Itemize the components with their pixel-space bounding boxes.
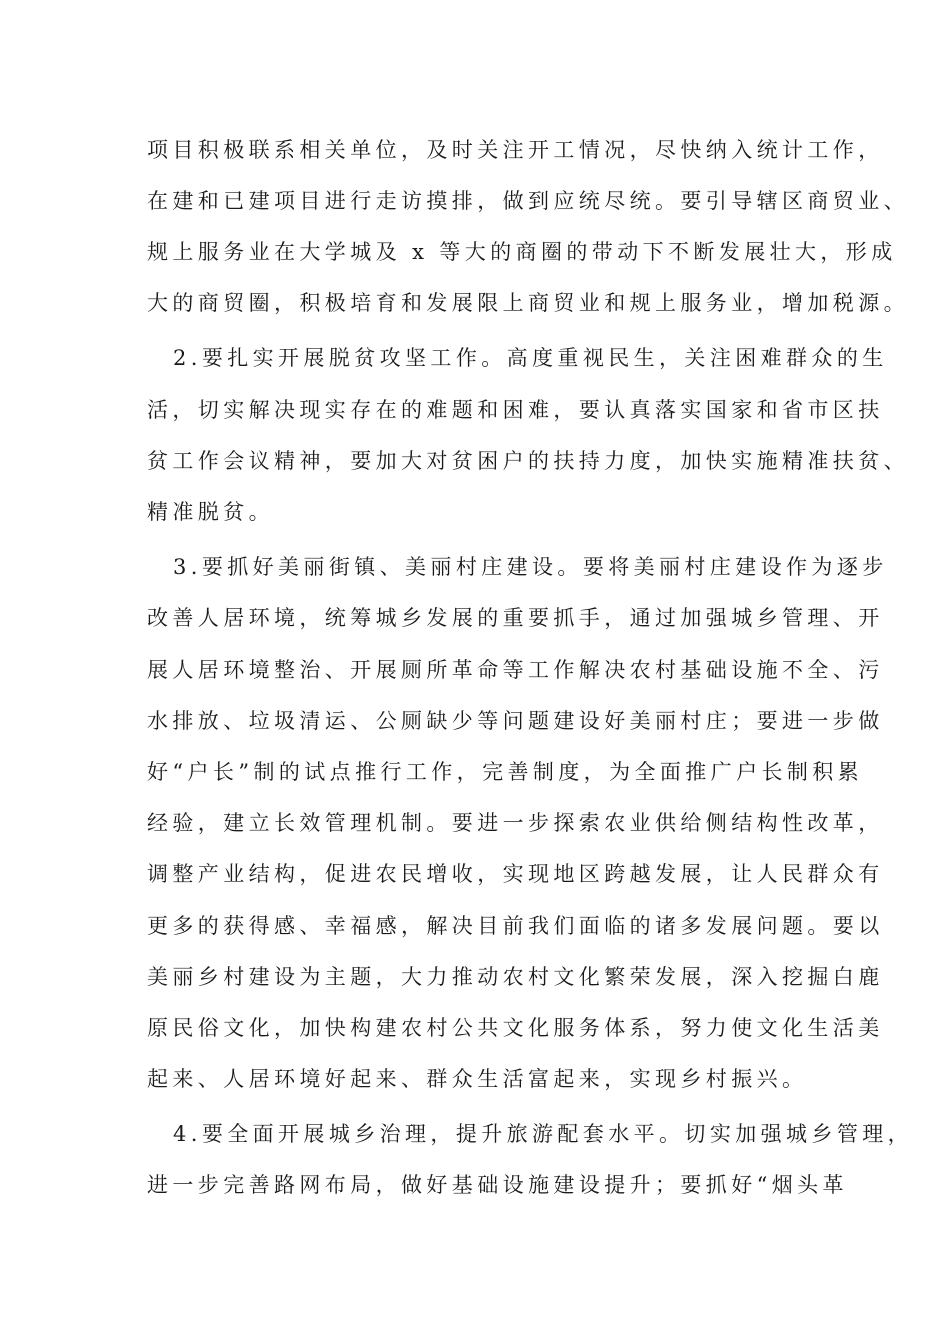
text-line: 精准脱贫。: [147, 500, 274, 524]
text-line: 好“户长”制的试点推行工作，完善制度，为全面推广户长制积累: [147, 760, 864, 784]
text-line: 更多的获得感、幸福感，解决目前我们面临的诸多发展问题。要以: [147, 914, 884, 938]
text-line: 改善人居环境，统筹城乡发展的重要抓手，通过加强城乡管理、开: [147, 606, 884, 630]
text-line: 进一步完善路网布局，做好基础设施建设提升；要抓好“烟头革: [147, 1173, 848, 1197]
text-line: 规上服务业在大学城及 x 等大的商圈的带动下不断发展壮大，形成: [147, 240, 897, 264]
text-line: 经验，建立长效管理机制。要进一步探索农业供给侧结构性改革，: [147, 811, 884, 835]
paragraph-first-line: 3.要抓好美丽街镇、美丽村庄建设。要将美丽村庄建设作为逐步: [173, 555, 888, 579]
text-line: 活，切实解决现实存在的难题和困难，要认真落实国家和省市区扶: [147, 398, 884, 422]
text-line: 起来、人居环境好起来、群众生活富起来，实现乡村振兴。: [147, 1067, 808, 1091]
text-line: 在建和已建项目进行走访摸排，做到应统尽统。要引导辖区商贸业、: [147, 189, 909, 213]
text-line: 贫工作会议精神，要加大对贫困户的扶持力度，加快实施精准扶贫、: [147, 449, 909, 473]
paragraph-first-line: 2.要扎实开展脱贫攻坚工作。高度重视民生，关注困难群众的生: [173, 346, 888, 370]
paragraph-first-line: 4.要全面开展城乡治理，提升旅游配套水平。切实加强城乡管理，: [173, 1122, 914, 1146]
text-line: 调整产业结构，促进农民增收，实现地区跨越发展，让人民群众有: [147, 862, 884, 886]
text-line: 大的商贸圈，积极培育和发展限上商贸业和规上服务业，增加税源。: [147, 291, 909, 315]
text-line: 项目积极联系相关单位，及时关注开工情况，尽快纳入统计工作，: [147, 138, 884, 162]
text-line: 美丽乡村建设为主题，大力推动农村文化繁荣发展，深入挖掘白鹿: [147, 965, 884, 989]
text-line: 展人居环境整治、开展厕所革命等工作解决农村基础设施不全、污: [147, 658, 884, 682]
text-line: 水排放、垃圾清运、公厕缺少等问题建设好美丽村庄；要进一步做: [147, 709, 884, 733]
text-line: 原民俗文化，加快构建农村公共文化服务体系，努力使文化生活美: [147, 1016, 884, 1040]
